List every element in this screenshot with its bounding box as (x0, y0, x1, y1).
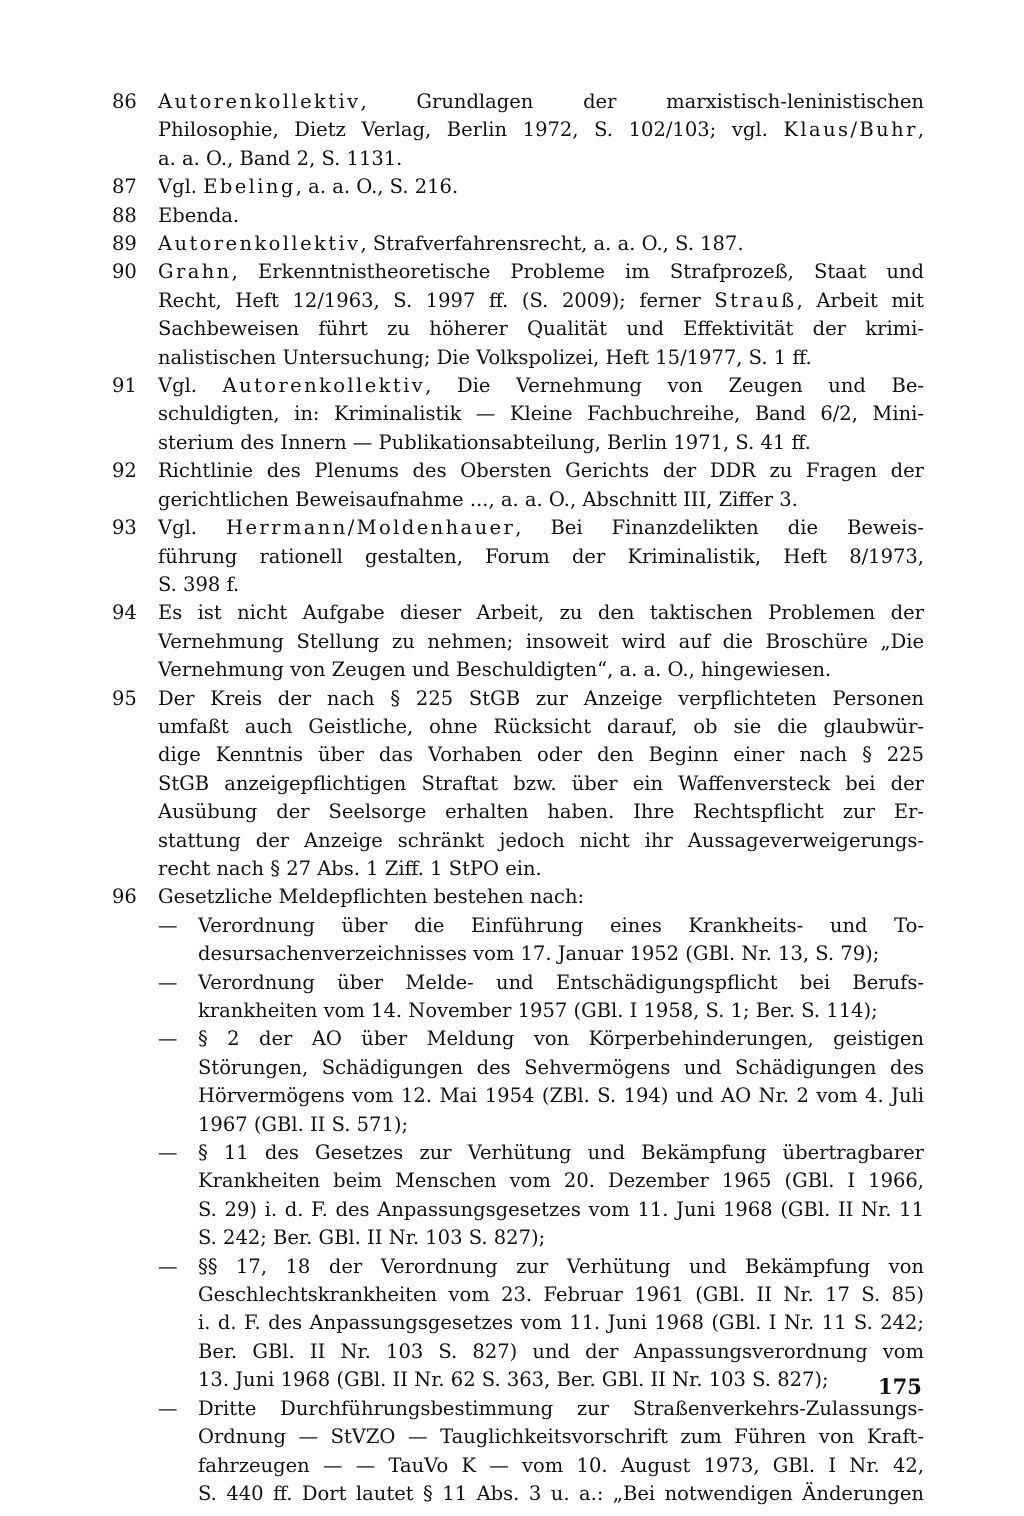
text-run: Ebenda. (158, 203, 240, 227)
dash-bullet: — (158, 1141, 178, 1165)
text-run: Vernehmung von Zeugen und Beschuldigten“, a. a. O., hingewiesen. (158, 658, 832, 682)
text-line (158, 628, 924, 656)
footnote (112, 599, 924, 684)
page-number: 175 (878, 1374, 922, 1399)
text-line (198, 1224, 924, 1252)
text-line (158, 656, 924, 684)
text-line (158, 344, 924, 372)
spaced-author-name: Grahn (158, 260, 232, 284)
text-line (158, 827, 924, 855)
footnote-number: 96 (112, 885, 137, 909)
spaced-author-name: Klaus/Buhr (783, 118, 918, 142)
footnote-number: 93 (112, 516, 137, 540)
spaced-author-name: Autorenkollektiv (222, 374, 426, 398)
footnote (112, 258, 924, 372)
footnote (112, 883, 924, 1508)
text-line (158, 543, 924, 571)
text-run: , Die Vernehmung von Zeugen und Be- (425, 374, 924, 398)
text-line (198, 1111, 924, 1139)
text-run: , Grundlagen der marxistisch-leninistischen (360, 90, 924, 113)
text-run: Der Kreis der nach § 225 StGB zur Anzeige verpflichteten Personen (158, 686, 924, 710)
footnote-number: 90 (112, 260, 137, 284)
text-run: Richtlinie des Plenums des Obersten Gerichts der DDR zu Fragen der (158, 459, 924, 483)
text-run: , a. a. O., S. 216. (295, 175, 459, 199)
text-line (198, 940, 924, 968)
text-line (158, 713, 924, 741)
text-run: Ordnung — StVZO — Tauglichkeitsvorschrift zum Führen von Kraft- (198, 1425, 924, 1449)
text-run: Vgl. (158, 374, 223, 398)
text-run: recht nach § 27 Abs. 1 Ziff. 1 StPO ein. (158, 856, 542, 880)
footnote-number: 95 (112, 686, 137, 710)
text-run: stattung der Anzeige schränkt jedoch nicht ihr Aussageverweigerungs- (158, 828, 924, 852)
footnote-list-item (158, 912, 924, 969)
footnote-list-item (158, 1253, 924, 1395)
text-line (198, 1366, 924, 1394)
text-line (198, 1338, 924, 1366)
text-run: fahrzeugen — — TauVo K — vom 10. August 1973, GBl. I Nr. 42, (198, 1453, 924, 1477)
text-line (198, 1309, 924, 1337)
dash-bullet: — (158, 1254, 178, 1278)
text-line (158, 400, 924, 428)
text-line (198, 997, 924, 1025)
text-line (158, 599, 924, 627)
spaced-author-name: Autorenkollektiv (158, 232, 361, 256)
text-run: 13. Juni 1968 (GBl. II Nr. 62 S. 363, Ber. GBl. II Nr. 103 S. 827); (198, 1368, 829, 1392)
text-run: Dritte Durchführungsbestimmung zur Straßenverkehrs-Zulassungs- (198, 1396, 924, 1420)
text-run: Geschlechtskrankheiten vom 23. Februar 1961 (GBl. II Nr. 17 S. 85) (198, 1283, 924, 1307)
footnote-list-item (158, 1395, 924, 1509)
text-run: , Arbeit mit (796, 288, 924, 312)
footnote-number: 89 (112, 232, 137, 256)
text-run: umfaßt auch Geistliche, ohne Rücksicht darauf, ob sie die glaubwür- (158, 714, 924, 738)
text-line (158, 770, 924, 798)
text-line (158, 571, 924, 599)
text-line (158, 173, 924, 201)
text-line (198, 1395, 924, 1423)
footnote (112, 457, 924, 514)
text-run: Philosophie, Dietz Verlag, Berlin 1972, S. 102/103; vgl. (158, 118, 784, 142)
text-line (158, 486, 924, 514)
text-run: , Bei Finanzdelikten die Beweis- (515, 516, 924, 540)
text-line (158, 457, 924, 485)
text-run: Es ist nicht Aufgabe dieser Arbeit, zu den taktischen Problemen der (158, 601, 924, 625)
text-line (158, 514, 924, 542)
text-line (158, 883, 924, 911)
footnote (112, 173, 924, 201)
text-run: § 2 der AO über Meldung von Körperbehinderungen, geistigen (198, 1027, 924, 1051)
text-line (158, 429, 924, 457)
text-run: sterium des Innern — Publikationsabteilung, Berlin 1971, S. 41 ff. (158, 430, 811, 454)
text-run: 1967 (GBl. II S. 571); (198, 1112, 409, 1136)
text-run: krankheiten vom 14. November 1957 (GBl. I 1958, S. 1; Ber. S. 114); (198, 999, 878, 1022)
dash-bullet: — (158, 913, 178, 937)
text-run: Hörvermögens vom 12. Mai 1954 (ZBl. S. 194) und AO Nr. 2 vom 4. Juli (198, 1084, 924, 1108)
footnote (112, 230, 924, 258)
text-line (158, 315, 924, 343)
text-line (158, 855, 924, 883)
footnote (112, 372, 924, 457)
footnote-number: 88 (112, 203, 137, 227)
spaced-author-name: Autorenkollektiv (158, 90, 361, 113)
text-run: schuldigten, in: Kriminalistik — Kleine Fachbuchreihe, Band 6/2, Mini- (158, 402, 924, 426)
text-run: i. d. F. des Anpassungsgesetzes vom 11. Juni 1968 (GBl. I Nr. 11 S. 242; (198, 1311, 924, 1335)
text-line (198, 1196, 924, 1224)
text-line (198, 1253, 924, 1281)
text-run: Verordnung über Melde- und Entschädigungspflicht bei Berufs- (198, 970, 924, 994)
footnote-number: 92 (112, 459, 137, 483)
text-line (198, 1167, 924, 1195)
text-line (158, 88, 924, 116)
text-line (198, 1423, 924, 1451)
text-line (198, 1281, 924, 1309)
text-line (198, 1452, 924, 1480)
text-line (198, 969, 924, 997)
text-line (198, 1025, 924, 1053)
text-run: S. 440 ff. Dort lautet § 11 Abs. 3 u. a.: „Bei notwendigen Änderungen (198, 1481, 924, 1505)
footnote (112, 514, 924, 599)
text-line (158, 372, 924, 400)
text-run: Verordnung über die Einführung eines Krankheits- und To- (198, 913, 924, 937)
footnote (112, 685, 924, 884)
text-run: , Erkenntnistheoretische Probleme im Strafprozeß, Staat und (231, 260, 924, 284)
text-line (158, 741, 924, 769)
spaced-author-name: Ebeling (203, 175, 296, 199)
text-run: Sachbeweisen führt zu höherer Qualität und Effektivität der krimi- (158, 317, 924, 341)
text-run: Gesetzliche Meldepflichten bestehen nach: (158, 885, 585, 909)
text-run: S. 242; Ber. GBl. II Nr. 103 S. 827); (198, 1226, 546, 1250)
text-run: Vernehmung Stellung zu nehmen; insoweit wird auf die Broschüre „Die (158, 629, 924, 653)
text-run: S. 29) i. d. F. des Anpassungsgesetzes vom 11. Juni 1968 (GBl. II Nr. 11 (198, 1197, 924, 1221)
footnote-number: 91 (112, 374, 137, 398)
spaced-author-name: Herrmann/Moldenhauer (226, 516, 516, 540)
spaced-author-name: Strauß (714, 288, 797, 312)
dash-bullet: — (158, 1027, 178, 1051)
text-line (198, 1082, 924, 1110)
dash-bullet: — (158, 970, 178, 994)
footnote-list-item (158, 1025, 924, 1139)
text-line (158, 145, 924, 173)
footnote-list-item (158, 969, 924, 1026)
text-run: Vgl. (158, 516, 227, 540)
text-run: , Strafverfahrensrecht, a. a. O., S. 187. (360, 232, 744, 256)
text-line (158, 258, 924, 286)
text-line (198, 1139, 924, 1167)
text-run: nalistischen Untersuchung; Die Volkspolizei, Heft 15/1977, S. 1 ff. (158, 345, 812, 369)
text-run: Ber. GBl. II Nr. 103 S. 827) und der Anpassungsverordnung vom (198, 1339, 924, 1363)
text-run: StGB anzeigepflichtigen Straftat bzw. über ein Waffenversteck bei der (158, 771, 924, 795)
text-run: Vgl. (158, 175, 204, 199)
text-run: , (917, 118, 924, 142)
text-line (158, 116, 924, 144)
footnotes-list (112, 88, 924, 1508)
text-run: führung rationell gestalten, Forum der Kriminalistik, Heft 8/1973, (158, 544, 924, 568)
text-run: Ausübung der Seelsorge erhalten haben. Ihre Rechtspflicht zur Er- (158, 800, 924, 824)
text-line (158, 685, 924, 713)
text-line (198, 1054, 924, 1082)
text-run: Krankheiten beim Menschen vom 20. Dezember 1965 (GBl. I 1966, (198, 1169, 924, 1193)
text-line (198, 912, 924, 940)
text-line (158, 287, 924, 315)
footnote-number: 86 (112, 90, 137, 113)
text-line (158, 230, 924, 258)
text-run: Störungen, Schädigungen des Sehvermögens und Schädigungen des (198, 1055, 924, 1079)
footnote (112, 88, 924, 173)
text-run: gerichtlichen Beweisaufnahme ..., a. a. O., Abschnitt III, Ziffer 3. (158, 487, 798, 511)
text-run: §§ 17, 18 der Verordnung zur Verhütung und Bekämpfung von (198, 1254, 924, 1278)
dash-bullet: — (158, 1396, 178, 1420)
text-line (198, 1480, 924, 1508)
text-line (158, 798, 924, 826)
text-run: § 11 des Gesetzes zur Verhütung und Bekämpfung übertragbarer (198, 1141, 924, 1165)
footnote-number: 94 (112, 601, 137, 625)
text-run: dige Kenntnis über das Vorhaben oder den Beginn einer nach § 225 (158, 743, 924, 767)
text-line (158, 202, 924, 230)
text-run: a. a. O., Band 2, S. 1131. (158, 146, 403, 170)
text-run: S. 398 f. (158, 572, 240, 596)
text-run: desursachenverzeichnisses vom 17. Januar 1952 (GBl. Nr. 13, S. 79); (198, 942, 880, 966)
footnote-number: 87 (112, 175, 137, 199)
footnote (112, 202, 924, 230)
footnote-list-item (158, 1139, 924, 1253)
text-run: Recht, Heft 12/1963, S. 1997 ff. (S. 2009); ferner (158, 288, 715, 312)
